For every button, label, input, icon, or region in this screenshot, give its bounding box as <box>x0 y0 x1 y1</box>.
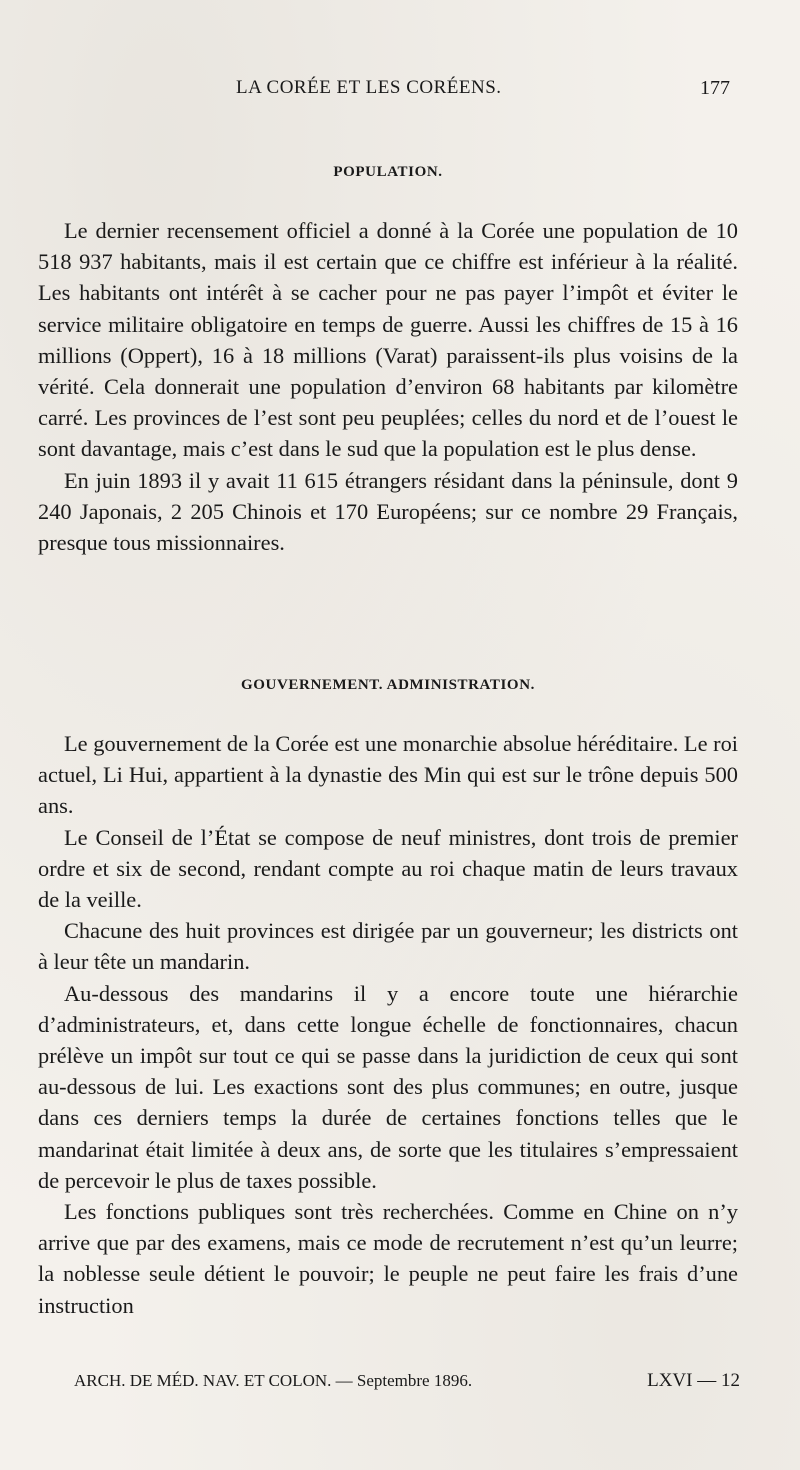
paragraph: Le Conseil de l’État se compose de neuf ministres, dont trois de premier ordre et six de second, rendant compte au roi chaque matin de leurs travaux de la veille. <box>38 824 738 913</box>
section-body-population <box>38 215 738 558</box>
page-number: 177 <box>700 77 730 99</box>
section-heading-population: POPULATION. <box>333 164 443 180</box>
page-footer <box>60 1368 740 1394</box>
paragraph: Au-dessous des mandarins il y a encore toute une hiérarchie d’administrateurs, et, dans cette longue échelle de fonctionnaires, chacun prélève un impôt sur tout ce qui se passe dans la juridiction de ceux qui sont au-dessous de lui. Les exactions sont des plus communes; en outre, jusque dans ces derniers temps la durée de certaines fonctions telles que le mandarinat était limitée à deux ans, de sorte que les titulaires s’empressaient de percevoir le plus de taxes possible. <box>38 980 738 1193</box>
running-head <box>0 74 800 104</box>
paragraph: Le dernier recensement officiel a donné à la Corée une population de 10 518 937 habitants, mais il est certain que ce chiffre est inférieur à la réalité. Les habitants ont intérêt à se cacher pour ne pas payer l’impôt et éviter le service militaire obligatoire en temps de guerre. Aussi les chiffres de 15 à 16 millions (Oppert), 16 à 18 millions (Varat) paraissent-ils plus voisins de la vérité. Cela donnerait une population d’environ 68 habitants par kilomètre carré. Les provinces de l’est sont peu peuplées; celles du nord et de l’ouest le sont davantage, mais c’est dans le sud que la population est le plus dense. <box>38 218 738 462</box>
paragraph: Chacune des huit provinces est dirigée par un gouverneur; les districts ont à leur tête un mandarin. <box>38 918 738 975</box>
section-heading-gouvernement: GOUVERNEMENT. ADMINISTRATION. <box>241 677 535 693</box>
paragraph: En juin 1893 il y avait 11 615 étrangers résidant dans la péninsule, dont 9 240 Japonais, 2 205 Chinois et 170 Européens; sur ce nombre 29 Français, presque tous missionnaires. <box>38 467 738 556</box>
paragraph: Les fonctions publiques sont très recherchées. Comme en Chine on n’y arrive que par des examens, mais ce mode de recrutement n’est qu’un leurre; la noblesse seule détient le pouvoir; le peuple ne peut faire les frais d’une instruction <box>38 1199 738 1318</box>
running-title: LA CORÉE ET LES CORÉENS. <box>236 77 502 98</box>
paragraph: Le gouvernement de la Corée est une monarchie absolue héréditaire. Le roi actuel, Li Hui, appartient à la dynastie des Min qui est sur le trône depuis 500 ans. <box>38 731 738 819</box>
section-body-gouvernement <box>38 728 738 1321</box>
footer-signature: LXVI — 12 <box>647 1370 740 1391</box>
footer-source: ARCH. DE MÉD. NAV. ET COLON. — Septembre 1896. <box>74 1371 473 1390</box>
